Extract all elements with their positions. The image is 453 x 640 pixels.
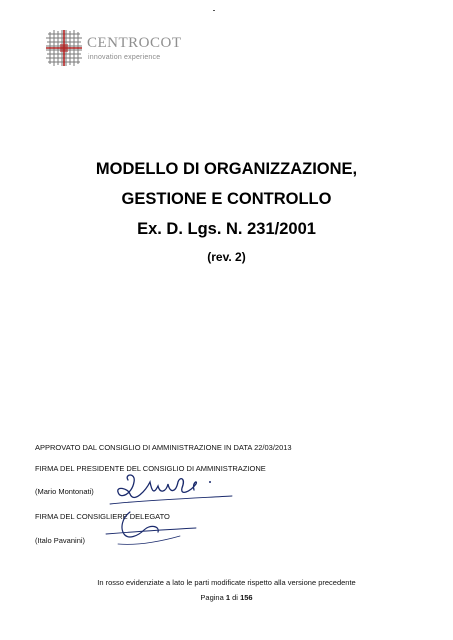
approval-statement: APPROVATO DAL CONSIGLIO DI AMMINISTRAZIONE IN DATA 22/03/2013: [35, 443, 292, 452]
logo-grid-icon: [46, 30, 82, 66]
president-signature: [106, 470, 236, 512]
scan-speck: [213, 10, 215, 11]
page-current: 1: [225, 593, 231, 602]
revision-label: (rev. 2): [207, 250, 246, 264]
centrocot-logo: [46, 30, 206, 70]
page-prefix: Pagina: [200, 593, 224, 602]
title-line-2: GESTIONE E CONTROLLO: [121, 190, 332, 208]
page-separator: di: [232, 593, 238, 602]
page-indicator: [0, 593, 453, 602]
logo-tagline: innovation experience: [88, 54, 161, 61]
page-total: 156: [240, 593, 253, 602]
delegate-name: (Italo Pavanini): [35, 536, 86, 545]
delegate-signature-label: FIRMA DEL CONSIGLIERE DELEGATO: [35, 512, 170, 521]
title-line-3: Ex. D. Lgs. N. 231/2001: [137, 220, 316, 238]
title-line-1: MODELLO DI ORGANIZZAZIONE,: [95, 160, 358, 178]
logo-name: CENTROCOT: [87, 35, 182, 51]
delegate-signature: [100, 510, 200, 550]
revision-note: In rosso evidenziate a lato le parti modificate rispetto alla versione precedente: [97, 578, 356, 587]
president-signature-label: FIRMA DEL PRESIDENTE DEL CONSIGLIO DI AMMINISTRAZIONE: [35, 464, 266, 473]
president-name: (Mario Montonati): [35, 487, 94, 496]
